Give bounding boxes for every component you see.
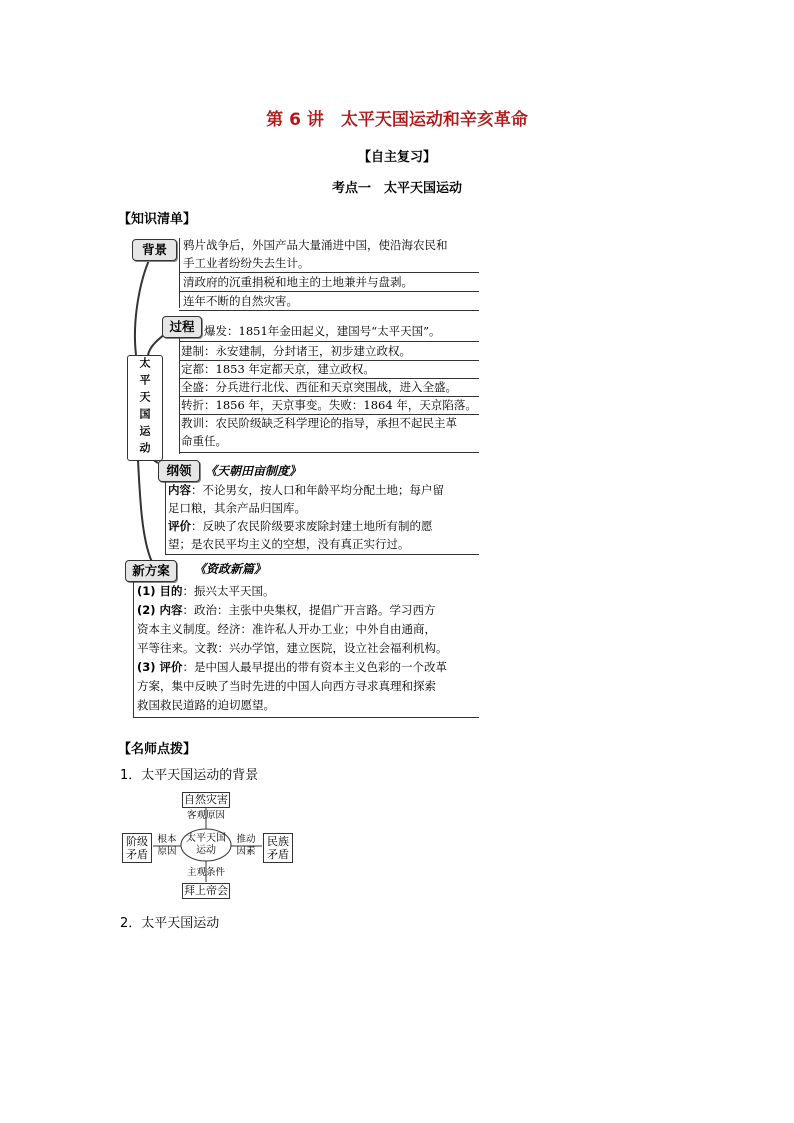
new-plan-content-key: (2) 内容 — [137, 603, 183, 617]
background-label: 背景 — [132, 239, 177, 261]
diagram-right-relation: 推动因素 — [236, 834, 256, 857]
divider — [165, 554, 479, 555]
new-plan-eval-key: (3) 评价 — [137, 660, 183, 674]
new-plan-goal-text: ：振兴太平天国。 — [182, 584, 275, 598]
new-plan-goal-key: (1) 目的 — [137, 584, 183, 598]
diagram-top-relation: 客观原因 — [186, 810, 225, 821]
program-content-key: 内容 — [168, 483, 191, 497]
program-doc-title: 《天朝田亩制度》 — [205, 464, 302, 478]
program-eval-line-1: ：反映了农民阶级要求废除封建土地所有制的愿 — [191, 519, 433, 533]
program-bracket — [165, 482, 166, 554]
background-line-4: 连年不断的自然灾害。 — [183, 294, 298, 308]
diagram-top-box: 自然灾害 — [184, 793, 228, 806]
new-plan-content-line-1: ：政治：主张中央集权，提倡广开言路。学习西方 — [182, 603, 436, 617]
program-eval-key: 评价 — [168, 519, 191, 533]
diagram-left-box: 阶级矛盾 — [122, 833, 152, 863]
new-plan-label: 新方案 — [125, 560, 177, 582]
diagram-bottom-relation: 主观条件 — [186, 867, 225, 878]
background-line-3: 清政府的沉重捐税和地主的土地兼并与盘剥。 — [183, 275, 413, 289]
tip-1-heading: 1．太平天国运动的背景 — [120, 768, 259, 783]
process-line-7: 命重任。 — [181, 434, 227, 448]
new-plan-eval-line-3: 救国救民道路的迫切愿望。 — [137, 698, 275, 712]
new-plan-content-line-2: 资本主义制度。经济：准许私人开办工业；中外自由通商， — [137, 622, 436, 636]
new-plan-content-line-3: 平等往来。文教：兴办学馆，建立医院，设立社会福利机构。 — [137, 641, 448, 655]
sub-heading: 【自主复习】 — [357, 150, 436, 165]
background-line-2: 手工业者纷纷失去生计。 — [183, 256, 310, 270]
tips-label: 【名师点拨】 — [118, 742, 197, 757]
background-line-1: 鸦片战争后，外国产品大量涌进中国，使沿海农民和 — [183, 238, 448, 252]
program-eval-line-2: 望；是农民平均主义的空想，没有真正实行过。 — [168, 537, 410, 551]
topic-heading: 考点一 太平天国运动 — [331, 181, 462, 196]
tip-2-heading: 2．太平天国运动 — [120, 916, 220, 931]
divider — [179, 310, 479, 311]
knowledge-list-label: 【知识清单】 — [118, 212, 197, 227]
process-line-3: 定都：1853 年定都天京，建立政权。 — [181, 362, 375, 376]
diagram-left-relation: 根本原因 — [157, 834, 177, 857]
center-topic-box: 太平天国运动 — [127, 355, 163, 461]
page-title: 第 6 讲 太平天国运动和辛亥革命 — [266, 110, 528, 130]
process-line-2: 建制：永安建制，分封诸王，初步建立政权。 — [181, 344, 411, 358]
divider — [133, 717, 479, 718]
process-line-5: 转折：1856 年，天京事变。失败：1864 年，天京陷落。 — [181, 398, 477, 412]
program-content-line-1: ：不论男女，按人口和年龄平均分配土地；每户留 — [191, 483, 444, 497]
new-plan-eval-line-2: 方案，集中反映了当时先进的中国人向西方寻求真理和探索 — [137, 679, 436, 693]
background-bracket — [179, 238, 180, 308]
divider — [179, 452, 479, 453]
process-line-1: 爆发：1851年金田起义，建国号“太平天国”。 — [204, 324, 441, 338]
diagram-center: 太平天国运动 — [186, 833, 226, 856]
process-line-4: 全盛：分兵进行北伐、西征和天京突围战，进入全盛。 — [181, 380, 457, 394]
diagram-bottom-box: 拜上帝会 — [184, 884, 228, 897]
program-label: 纲领 — [158, 460, 200, 482]
cause-diagram — [120, 790, 300, 902]
new-plan-eval-line-1: ：是中国人最早提出的带有资本主义色彩的一个改革 — [182, 660, 448, 674]
process-label: 过程 — [162, 316, 202, 338]
new-plan-doc-title: 《资政新篇》 — [194, 562, 267, 576]
new-plan-bracket — [133, 582, 134, 718]
program-content-line-2: 足口粮，其余产品归国库。 — [168, 501, 306, 515]
process-line-6: 教训：农民阶级缺乏科学理论的指导，承担不起民主革 — [181, 416, 457, 430]
diagram-right-box: 民族矛盾 — [263, 833, 293, 863]
